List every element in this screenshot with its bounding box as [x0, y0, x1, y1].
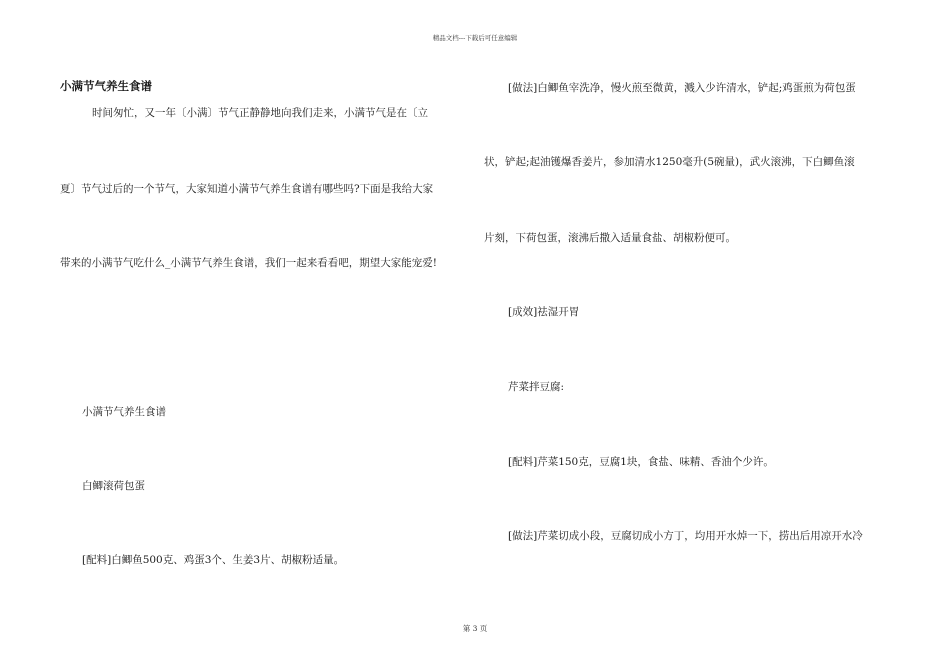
intro-line-3: 带来的小满节气吃什么_小满节气养生食谱，我们一起来看看吧，期望大家能宠爱! — [60, 257, 437, 269]
recipe1-name: 白鲫滚荷包蛋 — [82, 480, 145, 492]
intro-line-1: 时间匆忙，又一年〔小满〕节气正静静地向我们走来，小满节气是在〔立 — [92, 107, 428, 119]
section-heading: 小满节气养生食谱 — [82, 406, 166, 418]
recipe1-ingredients: [配料]白鲫鱼500克、鸡蛋3个、生姜3片、胡椒粉适量。 — [82, 554, 345, 566]
recipe2-ingredients: [配料]芹菜150克，豆腐1块，食盐、味精、香油个少许。 — [508, 456, 774, 468]
intro-line-2: 夏〕节气过后的一个节气，大家知道小满节气养生食谱有哪些吗?下面是我给大家 — [60, 183, 434, 195]
recipe2-method-line-1: [做法]芹菜切成小段，豆腐切成小方丁，均用开水焯一下，捞出后用凉开水冷 — [508, 530, 863, 542]
recipe1-effect: [成效]祛湿开胃 — [508, 306, 580, 318]
recipe1-method-line-3: 片刻，下荷包蛋，滚沸后撒入适量食盐、胡椒粉便可。 — [484, 232, 736, 244]
recipe1-method-line-1: [做法]白鲫鱼宰洗净，慢火煎至微黄，溅入少许清水，铲起;鸡蛋煎为荷包蛋 — [508, 82, 856, 94]
page-header: 精品文档---下载后可任意编辑 — [432, 34, 518, 42]
page-number: 第 3 页 — [462, 624, 488, 633]
recipe2-name: 芹菜拌豆腐: — [508, 381, 565, 393]
article-title: 小满节气养生食谱 — [60, 79, 152, 93]
recipe1-method-line-2: 状，铲起;起油镬爆香姜片，参加清水1250毫升(5碗量)，武火滚沸，下白鲫鱼滚 — [484, 156, 855, 168]
